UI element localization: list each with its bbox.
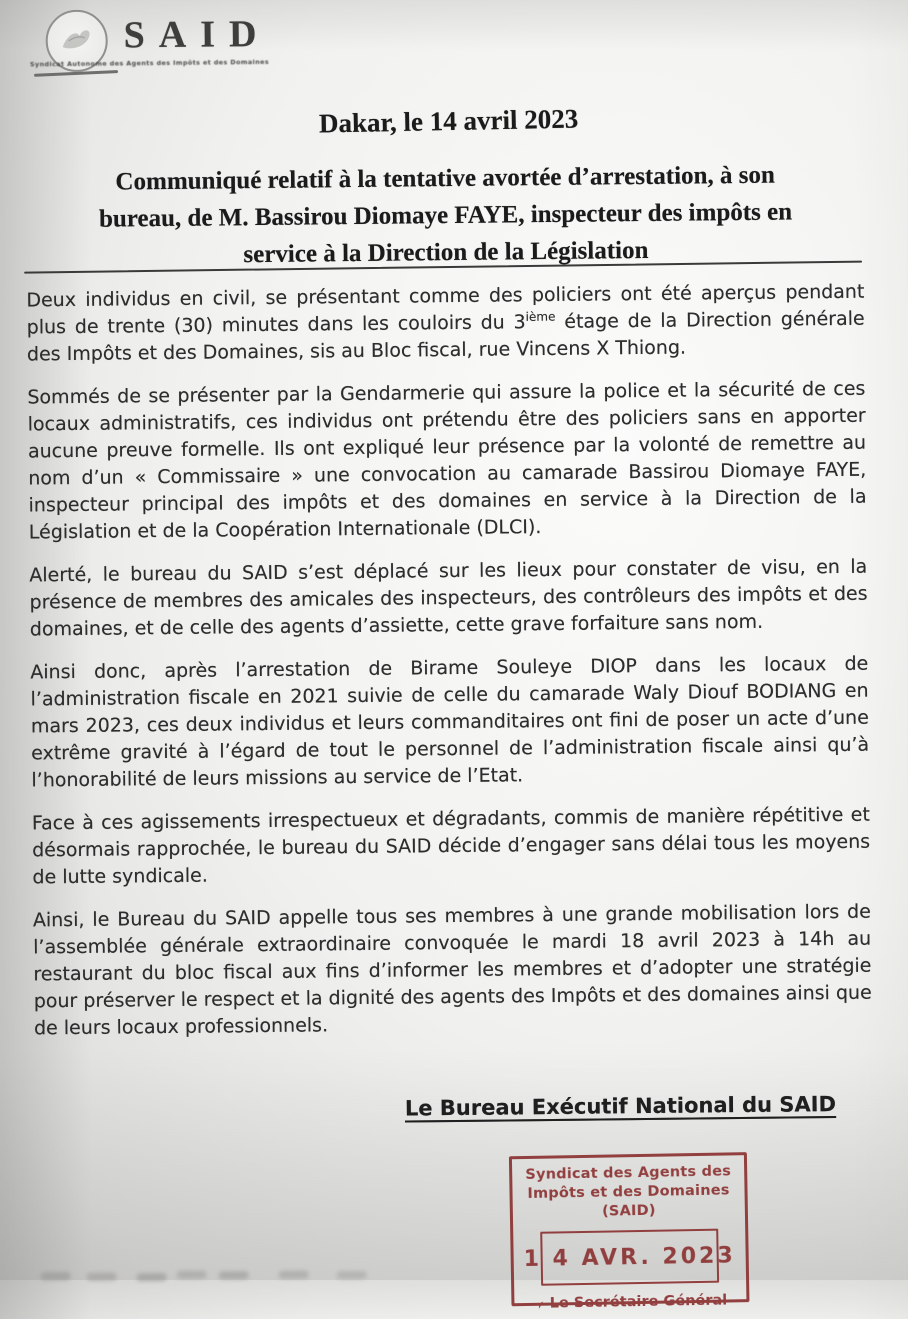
title-line: bureau, de M. Bassirou Diomaye FAYE, inspecteur des impôts en [98,198,793,233]
official-stamp [509,1152,750,1313]
dove-icon [54,19,98,63]
paragraph: Face à ces agissements irrespectueux et dégradants, commis de manière répétitive et désormais rapprochée, le bureau du SAID décide d’engager sans délai tous les moyens de lutte syndicale. [31,803,871,889]
title-line: Communiqué relatif à la tentative avortée d’arrestation, à son [115,161,775,196]
stamp-signatory: Le Secrétaire Général [549,1292,728,1312]
document-title [15,156,876,276]
body-text [26,279,872,1059]
paragraph: Sommés de se présenter par la Gendarmerie qui assure la police et la sécurité de ces locaux administratifs, ces individus ont prétendu être des policiers sans en apporter aucune preuve formelle. Ils ont expliqué leur présence par la volonté de remettre au nom d’un « Commissaire » une convocation au camarade Bassirou Diomaye FAYE, inspecteur principal des impôts et des domaines en service à la Direction de la Législation et de la Coopération Internationale (DLCI). [27,377,867,544]
title-line: service à la Direction de la Législation [243,236,649,269]
logo-acronym: SAID [123,12,271,57]
paragraph: Deux individus en civil, se présentant comme des policiers ont été aperçus pendant plus de trente (30) minutes dans les couloirs du 3ième étage de la Direction générale des Impôts et des Domaines, sis au Bloc fiscal, rue Vincens X Thiong. [26,280,865,366]
stamp-signatory-row [514,1292,746,1312]
cutoff-text-fragment [41,1265,381,1285]
stamp-date-box [523,1229,736,1286]
stamp-org-line2: Impôts et des Domaines (SAID) [527,1182,730,1220]
stamp-org-line1: Syndicat des Agents des [525,1163,732,1183]
stamp-date: 1 4 AVR. 2023 [523,1242,736,1272]
logo-tagline: Syndicat Autonome des Agents des Impôts et des Domaines [29,57,270,69]
signature-line: Le Bureau Exécutif National du SAID [404,1092,837,1121]
logo-ground-line [34,70,118,77]
stamp-mark-icon: ➢ [531,1295,549,1313]
date-line: Dakar, le 14 avril 2023 [318,103,579,139]
paragraph: Alerté, le bureau du SAID s’est déplacé sur les lieux pour constater de visu, en la présence de membres des amicales des inspecteurs, des contrôleurs des impôts et des domaines, et de celle des agents d’assiette, cette grave forfaiture sans nom. [29,555,868,641]
stamp-org-name [512,1162,745,1223]
paragraph: Ainsi, le Bureau du SAID appelle tous ses membres à une grande mobilisation lors de l’assemblée générale extraordinaire convoquée le mardi 18 avril 2023 à 14h au restaurant du bloc fiscal aux fins d’informer les membres et d’adopter une stratégie pour préserver le respect et la dignité des agents des Impôts et des domaines ainsi que de leurs locaux professionnels. [32,900,872,1040]
paragraph: Ainsi donc, après l’arrestation de Birame Souleye DIOP dans les locaux de l’administration fiscale en 2021 suivie de celle du camarade Waly Diouf BODIANG en mars 2023, ces deux individus et leurs commanditaires ont fini de poser un acte d’une extrême gravité à l’égard de tout le personnel de l’administration fiscale ainsi qu’à l’honorabilité de leurs missions au service de l’Etat. [30,652,870,792]
